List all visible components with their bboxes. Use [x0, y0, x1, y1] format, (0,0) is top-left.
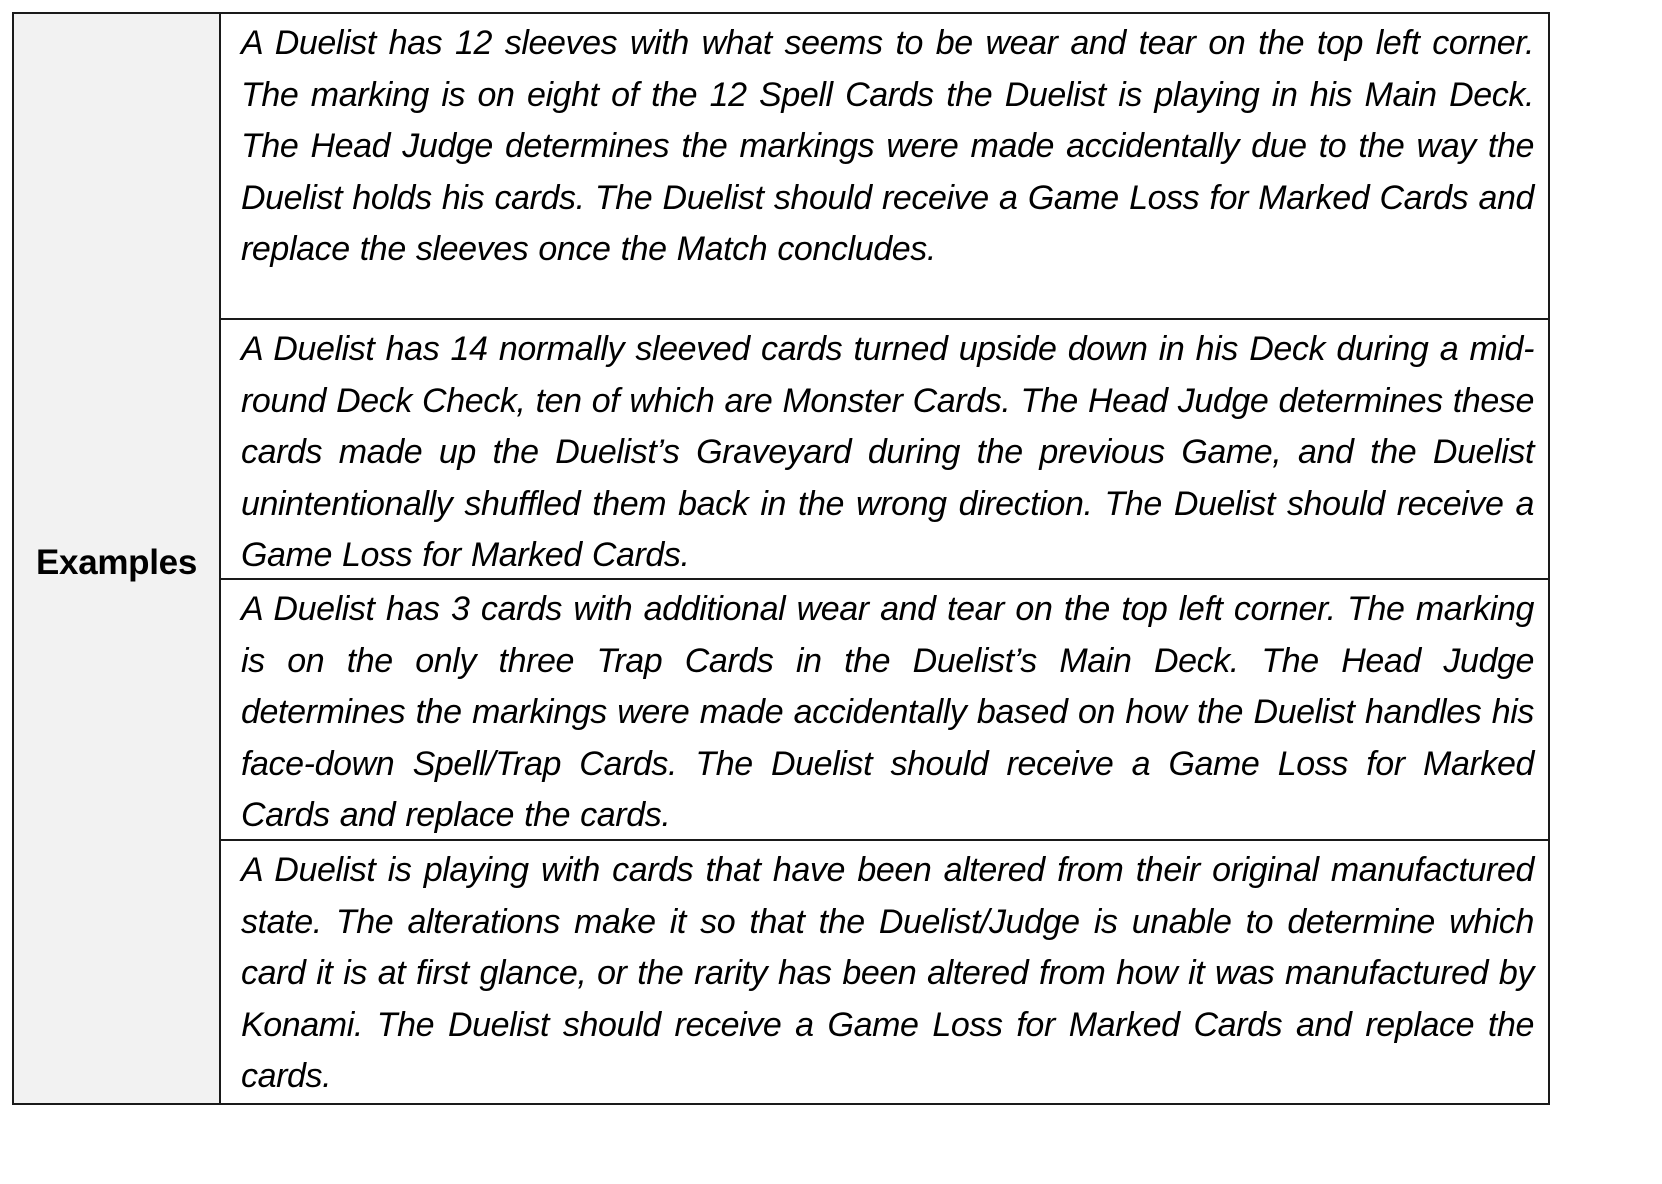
example-row-4: [221, 841, 1548, 1103]
example-text-1: A Duelist has 12 sleeves with what seems to be wear and tear on the top left corner. The marking is on eight of the 12 Spell Cards the Duelist is playing in his Main Deck. The Head Judge determines the markings were made accidentally due to the way the Duelist holds his cards. The Duelist should receive a Game Loss for Marked Cards and replace the sleeves once the Match concludes.: [241, 24, 1534, 269]
example-text-4: A Duelist is playing with cards that have been altered from their original manufactured state. The alterations make it so that the Duelist/Judge is unable to determine which card it is at first glance, or the rarity has been altered from how it was manufactured by Konami. The Duelist should receive a Game Loss for Marked Cards and replace the cards.: [241, 851, 1534, 1096]
example-text-2: A Duelist has 14 normally sleeved cards turned upside down in his Deck during a mid-round Deck Check, ten of which are Monster Cards. The Head Judge determines these cards made up the Duelist’s Graveyard during the previous Game, and the Duelist unintentionally shuffled them back in the wrong direction. The Duelist should receive a Game Loss for Marked Cards.: [241, 330, 1534, 575]
examples-label: Examples: [35, 542, 198, 582]
example-row-3: [221, 580, 1548, 841]
example-row-1: [221, 14, 1548, 320]
examples-label-cell: [14, 14, 221, 1103]
example-text-3: A Duelist has 3 cards with additional wear and tear on the top left corner. The marking is on the only three Trap Cards in the Duelist’s Main Deck. The Head Judge determines the markings were made accidentally based on how the Duelist handles his face-down Spell/Trap Cards. The Duelist should receive a Game Loss for Marked Cards and replace the cards.: [241, 590, 1534, 835]
example-row-2: [221, 320, 1548, 580]
examples-table: [12, 12, 1550, 1105]
examples-rows: [221, 14, 1548, 1103]
